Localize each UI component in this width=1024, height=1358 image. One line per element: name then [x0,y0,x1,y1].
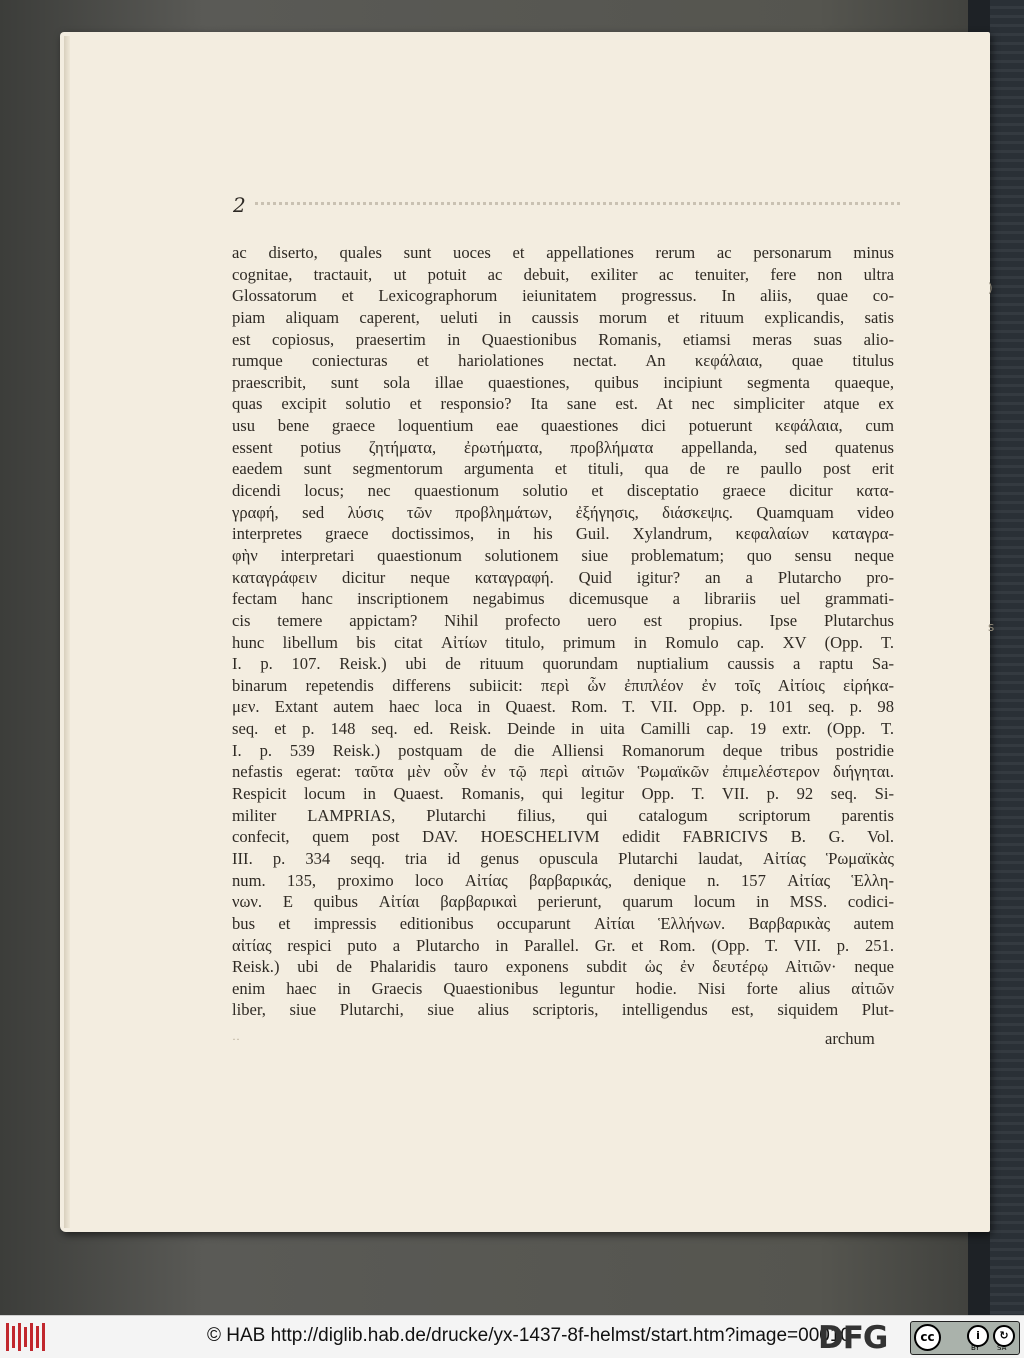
margin-mark: s [988,620,995,634]
cc-license-badge[interactable] [910,1321,1020,1355]
text-line: enim haec in Graecis Quaestionibus leguntur hodie. Nisi forte alius αἰτιῶν [232,978,894,998]
text-line: confecit, quem post DAV. HOESCHELIVM edidit FABRICIVS B. G. Vol. [232,827,894,847]
text-line: eaedem sunt segmentorum argumenta et tituli, qua de re paullo post erit [232,459,894,479]
text-line: est copiosus, praesertim in Quaestionibus Romanis, etiamsi meras suas alio- [232,329,894,349]
text-line: I. p. 539 Reisk.) postquam de die Alliensi Romanorum deque tribus postridie [232,740,894,760]
text-line: μεν. Extant autem haec loca in Quaest. Rom. T. VII. Opp. p. 101 seq. p. 98 [232,697,894,717]
text-line: Reisk.) ubi de Phalaridis tauro exponens subdit ὡς ἐν δευτέρῳ Αἰτιῶν· neque [232,957,894,977]
text-line: καταγράφειν dicitur neque καταγραφή. Quid igitur? an a Plutarcho pro- [232,567,894,587]
text-line: rumque coniecturas et hariolationes nectat. An κεφάλαια, quae titulus [232,351,894,371]
text-line: cognitae, tractauit, ut potuit ac debuit, exiliter ac tenuiter, fere non ultra [232,264,894,284]
text-line: liber, siue Plutarchi, siue alius scriptoris, intelligendus est, siquidem Plut- [232,1000,894,1020]
footer-bar [0,1315,1024,1358]
text-line: γραφή, sed λύσις τῶν προβλημάτων, ἐξήγησις, διάσκεψις. Quamquam video [232,502,894,522]
text-line: Respicit locum in Quaest. Romanis, qui legitur Opp. T. VII. p. 92 seq. Si- [232,784,894,804]
cc-by-label: BY [971,1344,980,1352]
text-line: Glossatorum et Lexicographorum ieiunitatem progressus. In aliis, quae co- [232,286,894,306]
body-text [232,242,894,1021]
ink-smudge: ·· [232,1032,240,1046]
page-edge [64,36,70,1228]
text-line: I. p. 107. Reisk.) ubi de rituum quorundam nuptialium caussis a raptu Sa- [232,654,894,674]
header-rule [255,202,900,205]
text-line: usu bene graece loquentium eae quaestiones dici potuerunt κεφάλαια, cum [232,416,894,436]
catchword: archum [825,1029,875,1048]
cc-icon: cc [914,1324,941,1351]
text-line: essent potius ζητήματα, ἐρωτήματα, προβλήματα appellanda, sed quatenus [232,437,894,457]
text-line: nefastis egerat: ταῦτα μὲν οὖν ἐν τῷ περὶ αἰτιῶν Ῥωμαϊκῶν ἐπιμελέστερον διήγηται. [232,762,894,782]
text-line: num. 135, proximo loco Αἰτίας βαρβαρικάς, denique n. 157 Αἰτίας Ἑλλη- [232,870,894,890]
text-line: piam aliquam caperent, ueluti in caussis morum et rituum explicandis, satis [232,307,894,327]
text-line: III. p. 334 seqq. tria id genus opuscula Plutarchi laudat, Αἰτίας Ῥωμαϊκὰς [232,848,894,868]
margin-mark: ) [988,281,993,295]
text-line: binarum repetendis differens subiicit: περὶ ὧν ἐπιπλέον ἐν τοῖς Αἰτίοις εἰρήκα- [232,675,894,695]
dfg-logo[interactable]: DFG [818,1320,888,1356]
text-line: cis temere appictam? Nihil profecto uero est propius. Ipse Plutarchus [232,610,894,630]
book-spine [990,0,1024,1315]
copyright-link[interactable]: © HAB http://diglib.hab.de/drucke/yx-1437-8f-helmst/start.htm?image=00010 [207,1325,851,1346]
hab-logo-icon [6,1323,44,1351]
text-line: ac diserto, quales sunt uoces et appellationes rerum ac personarum minus [232,243,894,262]
share-alike-icon: ↻ [993,1325,1015,1347]
text-line: νων. E quibus Αἰτίαι βαρβαρικαὶ perierunt, quarum locum in MSS. codici- [232,892,894,912]
text-line: interpretes graece doctissimos, in his Guil. Xylandrum, κεφαλαίων καταγρα- [232,524,894,544]
text-line: quas excipit solutio et responsio? Ita sane est. At nec simpliciter atque ex [232,394,894,414]
cc-sa-label: SA [997,1344,1007,1352]
text-line: seq. et p. 148 seq. ed. Reisk. Deinde in uita Camilli cap. 19 extr. (Opp. T. [232,719,894,739]
text-line: fectam hanc inscriptionem negabimus dicemusque a librariis uel grammati- [232,589,894,609]
text-line: αἰτίας respici puto a Plutarcho in Parallel. Gr. et Rom. (Opp. T. VII. p. 251. [232,935,894,955]
text-line: hunc libellum bis citat Αἰτίων titulo, primum in Romulo cap. XV (Opp. T. [232,632,894,652]
text-line: praescribit, sunt sola illae quaestiones, quibus incipiunt segmenta quaeque, [232,372,894,392]
text-line: bus et impressis editionibus occuparunt Αἰτίαι Ἑλλήνων. Βαρβαρικὰς autem [232,913,894,933]
text-line: militer LAMPRIAS, Plutarchi filius, qui catalogum scriptorum parentis [232,805,894,825]
attribution-icon: i [967,1325,989,1347]
text-line: φὴν interpretari quaestionum solutionem siue problematum; quo sensu neque [232,545,894,565]
text-line: dicendi locus; nec quaestionum solutio et disceptatio graece dicitur κατα- [232,481,894,501]
page-number: 2 [233,193,246,217]
